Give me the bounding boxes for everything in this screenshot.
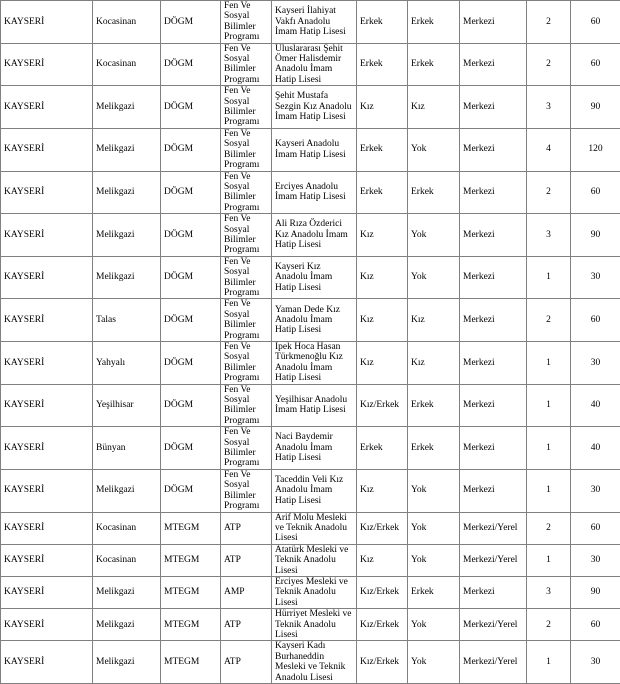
directorate-cell: MTEGM xyxy=(161,576,221,608)
program-cell: Fen Ve Sosyal Bilimler Programı xyxy=(221,86,272,129)
quota-cell: 30 xyxy=(571,342,620,385)
district-cell: Yeşilhisar xyxy=(93,384,161,427)
student-gender-cell: Kız xyxy=(357,86,408,129)
table-row xyxy=(1,609,620,641)
section-count-cell: 2 xyxy=(527,299,571,342)
school-name-cell: Kayseri Kız Anadolu İmam Hatip Lisesi xyxy=(272,256,357,299)
directorate-cell: MTEGM xyxy=(161,609,221,641)
dormitory-cell: Yok xyxy=(408,641,460,684)
province-cell: KAYSERİ xyxy=(1,576,93,608)
district-cell: Melikgazi xyxy=(93,609,161,641)
dormitory-cell: Erkek xyxy=(408,171,460,214)
directorate-cell: DÖGM xyxy=(161,43,221,86)
directorate-cell: DÖGM xyxy=(161,128,221,171)
district-cell: Melikgazi xyxy=(93,576,161,608)
program-cell: Fen Ve Sosyal Bilimler Programı xyxy=(221,256,272,299)
district-cell: Kocasinan xyxy=(93,43,161,86)
dormitory-cell: Yok xyxy=(408,609,460,641)
program-cell: Fen Ve Sosyal Bilimler Programı xyxy=(221,128,272,171)
section-count-cell: 3 xyxy=(527,86,571,129)
province-cell: KAYSERİ xyxy=(1,86,93,129)
province-cell: KAYSERİ xyxy=(1,43,93,86)
school-name-cell: Erciyes Anadolu İmam Hatip Lisesi xyxy=(272,171,357,214)
quota-cell: 90 xyxy=(571,86,620,129)
province-cell: KAYSERİ xyxy=(1,609,93,641)
section-count-cell: 3 xyxy=(527,214,571,257)
province-cell: KAYSERİ xyxy=(1,128,93,171)
student-gender-cell: Kız xyxy=(357,214,408,257)
province-cell: KAYSERİ xyxy=(1,299,93,342)
section-count-cell: 1 xyxy=(527,384,571,427)
school-name-cell: Hürriyet Mesleki ve Teknik Anadolu Lisesi xyxy=(272,609,357,641)
table-row xyxy=(1,641,620,684)
school-name-cell: Yaman Dede Kız Anadolu İmam Hatip Lisesi xyxy=(272,299,357,342)
school-name-cell: Uluslararası Şehit Ömer Halisdemir Anadolu İmam Hatip Lisesi xyxy=(272,43,357,86)
province-cell: KAYSERİ xyxy=(1,544,93,576)
program-cell: Fen Ve Sosyal Bilimler Programı xyxy=(221,427,272,470)
program-cell: ATP xyxy=(221,512,272,544)
school-name-cell: Ali Rıza Özderici Kız Anadolu İmam Hatip Lisesi xyxy=(272,214,357,257)
table-row xyxy=(1,342,620,385)
table-row xyxy=(1,469,620,512)
section-count-cell: 3 xyxy=(527,576,571,608)
student-gender-cell: Kız xyxy=(357,342,408,385)
dormitory-cell: Yok xyxy=(408,469,460,512)
program-cell: ATP xyxy=(221,641,272,684)
student-gender-cell: Erkek xyxy=(357,427,408,470)
province-cell: KAYSERİ xyxy=(1,469,93,512)
program-cell: Fen Ve Sosyal Bilimler Programı xyxy=(221,384,272,427)
admission-type-cell: Merkezi xyxy=(460,43,527,86)
admission-type-cell: Merkezi xyxy=(460,171,527,214)
quota-cell: 60 xyxy=(571,171,620,214)
school-name-cell: Arif Molu Mesleki ve Teknik Anadolu Lisesi xyxy=(272,512,357,544)
province-cell: KAYSERİ xyxy=(1,171,93,214)
dormitory-cell: Erkek xyxy=(408,43,460,86)
student-gender-cell: Kız/Erkek xyxy=(357,576,408,608)
student-gender-cell: Kız xyxy=(357,544,408,576)
table-row xyxy=(1,576,620,608)
admission-type-cell: Merkezi/Yerel xyxy=(460,609,527,641)
table-row xyxy=(1,43,620,86)
admission-type-cell: Merkezi xyxy=(460,469,527,512)
dormitory-cell: Yok xyxy=(408,214,460,257)
district-cell: Melikgazi xyxy=(93,86,161,129)
program-cell: Fen Ve Sosyal Bilimler Programı xyxy=(221,214,272,257)
school-name-cell: İpek Hoca Hasan Türkmenoğlu Kız Anadolu İmam Hatip Lisesi xyxy=(272,342,357,385)
table-row xyxy=(1,384,620,427)
student-gender-cell: Kız xyxy=(357,256,408,299)
admission-type-cell: Merkezi xyxy=(460,1,527,44)
directorate-cell: DÖGM xyxy=(161,469,221,512)
dormitory-cell: Kız xyxy=(408,299,460,342)
directorate-cell: DÖGM xyxy=(161,427,221,470)
table-row xyxy=(1,214,620,257)
dormitory-cell: Kız xyxy=(408,342,460,385)
directorate-cell: DÖGM xyxy=(161,171,221,214)
table-row xyxy=(1,512,620,544)
school-name-cell: Atatürk Mesleki ve Teknik Anadolu Lisesi xyxy=(272,544,357,576)
section-count-cell: 2 xyxy=(527,43,571,86)
admission-type-cell: Merkezi xyxy=(460,576,527,608)
school-name-cell: Yeşilhisar Anadolu İmam Hatip Lisesi xyxy=(272,384,357,427)
directorate-cell: MTEGM xyxy=(161,544,221,576)
school-name-cell: Naci Baydemir Anadolu İmam Hatip Lisesi xyxy=(272,427,357,470)
admission-type-cell: Merkezi xyxy=(460,299,527,342)
quota-cell: 60 xyxy=(571,609,620,641)
table-row xyxy=(1,256,620,299)
admission-type-cell: Merkezi xyxy=(460,128,527,171)
province-cell: KAYSERİ xyxy=(1,427,93,470)
dormitory-cell: Erkek xyxy=(408,427,460,470)
district-cell: Kocasinan xyxy=(93,544,161,576)
quota-cell: 90 xyxy=(571,576,620,608)
section-count-cell: 2 xyxy=(527,512,571,544)
program-cell: Fen Ve Sosyal Bilimler Programı xyxy=(221,171,272,214)
quota-cell: 30 xyxy=(571,544,620,576)
dormitory-cell: Yok xyxy=(408,256,460,299)
school-name-cell: Kayseri İlahiyat Vakfı Anadolu İmam Hatip Lisesi xyxy=(272,1,357,44)
section-count-cell: 2 xyxy=(527,171,571,214)
quota-cell: 60 xyxy=(571,43,620,86)
table-row xyxy=(1,299,620,342)
school-name-cell: Şehit Mustafa Sezgin Kız Anadolu İmam Hatip Lisesi xyxy=(272,86,357,129)
province-cell: KAYSERİ xyxy=(1,384,93,427)
quota-cell: 30 xyxy=(571,641,620,684)
dormitory-cell: Yok xyxy=(408,128,460,171)
program-cell: AMP xyxy=(221,576,272,608)
school-name-cell: Erciyes Mesleki ve Teknik Anadolu Lisesi xyxy=(272,576,357,608)
directorate-cell: MTEGM xyxy=(161,641,221,684)
district-cell: Melikgazi xyxy=(93,256,161,299)
student-gender-cell: Kız xyxy=(357,469,408,512)
student-gender-cell: Kız/Erkek xyxy=(357,512,408,544)
section-count-cell: 1 xyxy=(527,469,571,512)
quota-cell: 120 xyxy=(571,128,620,171)
directorate-cell: DÖGM xyxy=(161,384,221,427)
student-gender-cell: Kız/Erkek xyxy=(357,641,408,684)
district-cell: Melikgazi xyxy=(93,171,161,214)
dormitory-cell: Erkek xyxy=(408,1,460,44)
admission-type-cell: Merkezi/Yerel xyxy=(460,544,527,576)
school-name-cell: Kayseri Kadı Burhaneddin Mesleki ve Teknik Anadolu Lisesi xyxy=(272,641,357,684)
province-cell: KAYSERİ xyxy=(1,1,93,44)
district-cell: Bünyan xyxy=(93,427,161,470)
student-gender-cell: Erkek xyxy=(357,171,408,214)
district-cell: Melikgazi xyxy=(93,128,161,171)
admission-type-cell: Merkezi xyxy=(460,384,527,427)
admission-type-cell: Merkezi xyxy=(460,342,527,385)
admission-type-cell: Merkezi/Yerel xyxy=(460,512,527,544)
program-cell: ATP xyxy=(221,609,272,641)
table-row xyxy=(1,86,620,129)
dormitory-cell: Kız xyxy=(408,86,460,129)
admission-type-cell: Merkezi xyxy=(460,86,527,129)
student-gender-cell: Kız/Erkek xyxy=(357,384,408,427)
student-gender-cell: Erkek xyxy=(357,128,408,171)
quota-cell: 30 xyxy=(571,469,620,512)
table-row xyxy=(1,128,620,171)
quota-cell: 60 xyxy=(571,1,620,44)
table-row xyxy=(1,427,620,470)
quota-cell: 40 xyxy=(571,384,620,427)
section-count-cell: 1 xyxy=(527,544,571,576)
admission-type-cell: Merkezi/Yerel xyxy=(460,641,527,684)
district-cell: Kocasinan xyxy=(93,1,161,44)
program-cell: Fen Ve Sosyal Bilimler Programı xyxy=(221,469,272,512)
section-count-cell: 1 xyxy=(527,641,571,684)
student-gender-cell: Erkek xyxy=(357,1,408,44)
table-row xyxy=(1,1,620,44)
directorate-cell: DÖGM xyxy=(161,256,221,299)
district-cell: Kocasinan xyxy=(93,512,161,544)
school-name-cell: Taceddin Veli Kız Anadolu İmam Hatip Lisesi xyxy=(272,469,357,512)
district-cell: Yahyalı xyxy=(93,342,161,385)
dormitory-cell: Yok xyxy=(408,512,460,544)
directorate-cell: DÖGM xyxy=(161,299,221,342)
section-count-cell: 1 xyxy=(527,427,571,470)
program-cell: Fen Ve Sosyal Bilimler Programı xyxy=(221,342,272,385)
admission-type-cell: Merkezi xyxy=(460,214,527,257)
quota-cell: 30 xyxy=(571,256,620,299)
program-cell: Fen Ve Sosyal Bilimler Programı xyxy=(221,43,272,86)
section-count-cell: 2 xyxy=(527,609,571,641)
dormitory-cell: Erkek xyxy=(408,576,460,608)
directorate-cell: DÖGM xyxy=(161,342,221,385)
district-cell: Melikgazi xyxy=(93,469,161,512)
directorate-cell: MTEGM xyxy=(161,512,221,544)
directorate-cell: DÖGM xyxy=(161,214,221,257)
section-count-cell: 2 xyxy=(527,1,571,44)
quota-cell: 40 xyxy=(571,427,620,470)
province-cell: KAYSERİ xyxy=(1,512,93,544)
province-cell: KAYSERİ xyxy=(1,214,93,257)
district-cell: Melikgazi xyxy=(93,641,161,684)
quota-cell: 60 xyxy=(571,512,620,544)
admission-type-cell: Merkezi xyxy=(460,427,527,470)
program-cell: ATP xyxy=(221,544,272,576)
section-count-cell: 4 xyxy=(527,128,571,171)
section-count-cell: 1 xyxy=(527,256,571,299)
directorate-cell: DÖGM xyxy=(161,86,221,129)
quota-cell: 60 xyxy=(571,299,620,342)
dormitory-cell: Yok xyxy=(408,544,460,576)
dormitory-cell: Erkek xyxy=(408,384,460,427)
school-name-cell: Kayseri Anadolu İmam Hatip Lisesi xyxy=(272,128,357,171)
district-cell: Melikgazi xyxy=(93,214,161,257)
student-gender-cell: Erkek xyxy=(357,43,408,86)
program-cell: Fen Ve Sosyal Bilimler Programı xyxy=(221,1,272,44)
directorate-cell: DÖGM xyxy=(161,1,221,44)
district-cell: Talas xyxy=(93,299,161,342)
table-row xyxy=(1,544,620,576)
section-count-cell: 1 xyxy=(527,342,571,385)
student-gender-cell: Kız xyxy=(357,299,408,342)
province-cell: KAYSERİ xyxy=(1,342,93,385)
table-row xyxy=(1,171,620,214)
province-cell: KAYSERİ xyxy=(1,256,93,299)
admission-type-cell: Merkezi xyxy=(460,256,527,299)
quota-cell: 90 xyxy=(571,214,620,257)
province-cell: KAYSERİ xyxy=(1,641,93,684)
student-gender-cell: Kız/Erkek xyxy=(357,609,408,641)
program-cell: Fen Ve Sosyal Bilimler Programı xyxy=(221,299,272,342)
